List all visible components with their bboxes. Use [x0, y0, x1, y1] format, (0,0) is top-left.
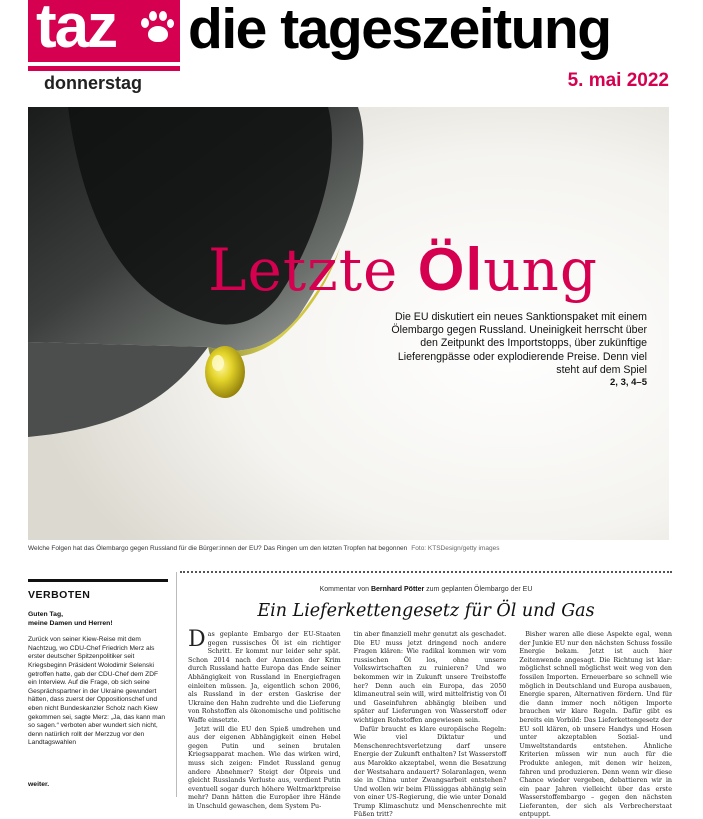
- page-reference[interactable]: 2, 3, 4–5: [610, 377, 647, 388]
- column-top-rule: [28, 579, 168, 582]
- column-title[interactable]: VERBOTEN: [28, 589, 91, 601]
- author-name: Bernhard Pötter: [370, 586, 425, 593]
- column-body: Zurück von seiner Kiew-Reise mit dem Nachtzug, wo CDU-Chef Friedrich Merz als erster deutscher Spitzenpolitiker seit Kriegsbeginn Präsident Wolodimir Selenski getroffen hatte, gab der CDU-Chef dem ZDF ein Interview. Auf die Frage, ob sich seine Gesprächspartner in der Ukraine gewundert hätten, dass zuerst der Oppositionschef und eben nicht Bundeskanzler Scholz nach Kiew gekommen sei, sagte Merz: „Ja, das kann man so sagen.“ verboten aber wundert sich nicht, denn natürlich rollt der Merzzug vor den Landtagswahlen: [28, 636, 166, 747]
- column-divider: [176, 572, 177, 797]
- article-column-2: tin aber finanziell mehr genutzt als geschadet. Die EU muss jetzt dringend noch andere Fragen klären: Wie radikal kommen wir vom russischen Öl los, ohne unsere Volkswirtschaften zu ruinieren? Und wo bekommen wir in Zukunft unsere Treibstoffe her? Denn auch ein Europa, das 2050 klimaneutral sein will, wird mittelfristig von Öl und Gaseinfuhren abhängig bleiben und später auf Lieferungen von Wasserstoff oder wichtigen Rohstoffen angewiesen sein. Dafür braucht es klare europäische Regeln: Wie viel Diktatur und Menschenrechtsverletzung darf unsere Energie der Zukunft enthalten? Ist Wasserstoff aus Marokko akzeptabel, wenn die Besatzung der Westsahara andauert? Solaranlagen, wenn sie in China unter Zwangsarbeit entstehen? Und wollen wir beim Flüssiggas abhängig sein von einer US-Regierung, die wie unter Donald Trump Klimaschutz und Menschenrechte mit Füßen tritt?: [353, 630, 507, 819]
- column-signoff: weiter.: [28, 781, 50, 788]
- article-column-1: Das geplante Embargo der EU-Staaten gegen russisches Öl ist ein richtiger Schritt. Er kommt nur leider sehr spät. Schon 2014 nach der Annexion der Krim durch Russland hatte Europa das Ende seiner Abhängigkeit von Russland in Energiefragen einleiten müssen. Ja, eigentlich schon 2006, als Russland in der ersten Gaskrise der Ukraine den Hahn zudrehte und die Lieferung von Rohstoffen als ökonomische und politische Waffe einsetzte. Jetzt will die EU den Spieß umdrehen und aus der eigenen Abhängigkeit einen Hebel gegen Putin und seinen brutalen Kriegsapparat machen. Wie das wirken wird, muss sich zeigen: Findet Russland genug andere Abnehmer? Steigt der Ölpreis und gleicht Russlands Verluste aus, verdient Putin eventuell sogar durch höhere Weltmarktpreise mehr? Dann hätten die Europäer ihre Hände in Unschuld gewaschen, dem System Pu-: [188, 627, 341, 810]
- verboten-column: [28, 579, 168, 748]
- paw-icon: [140, 10, 174, 46]
- article-column-3: Bisher waren alle diese Aspekte egal, wenn der Junkie EU nur den nächsten Schuss fossile Energie bekam. Jetzt ist auch hier Zeitenwende angesagt. Die Richtung ist klar: möglichst schnell möglichst weit weg von den fossilen Importen. Erneuerbare so schnell wie möglich in Deutschland und Europa ausbauen, Energie sparen, Alternativen fördern. Und für die dann immer noch nötigen Importe brauchen wir klare Regeln. Dafür gibt es bereits ein Vorbild: Das Lieferkettengesetz der EU soll klären, ob unsere Handys und Hosen unter akzeptablen Sozial- und Umweltstandards entstehen. Ähnliche Kriterien müssen wir nun auch für die Produkte anlegen, mit denen wir heizen, fahren und produzieren. Denn wenn wir diese Chance wieder vergeben, debattieren wir in ein paar Jahren vielleicht über das erste Wasserstoffembargo – gegen den nächsten Lieferanten, der sich als Verbrecherstaat entpuppt.: [519, 630, 673, 819]
- section-divider: [180, 571, 672, 573]
- commentary-kicker: Kommentar von Bernhard Pötter zum geplanten Ölembargo der EU: [319, 586, 533, 593]
- logo-text: taz: [36, 0, 117, 61]
- masthead-red-rule: [28, 66, 180, 71]
- photo-caption: Welche Folgen hat das Ölembargo gegen Russland für die Bürger:innen der EU? Das Ringen um den letzten Tropfen hat begonnen Foto: KTSDesign/getty images: [28, 545, 500, 552]
- headline-deck: Die EU diskutiert ein neues Sanktionspaket mit einem Ölembargo gegen Russland. Uneinigkeit herrscht über den Zeitpunkt des Importstopps, über zukünftige Lieferengpässe oder explodierende Preise. Denn viel steht auf dem Spiel: [391, 311, 647, 376]
- column-greeting: Guten Tag, meine Damen und Herren!: [28, 611, 113, 627]
- issue-weekday: donnerstag: [44, 73, 143, 93]
- commentary-body: [188, 627, 673, 819]
- taz-logo[interactable]: [28, 0, 180, 62]
- drop-cap: D: [188, 627, 206, 652]
- photo-credit: Foto: KTSDesign/getty images: [411, 545, 500, 552]
- newspaper-name: die tageszeitung: [188, 0, 611, 61]
- commentary-title[interactable]: Ein Lieferkettengesetz für Öl und Gas: [257, 601, 595, 621]
- issue-date: 5. mai 2022: [567, 70, 669, 91]
- hero-photo: [28, 107, 669, 540]
- main-headline[interactable]: Letzte Ölung: [208, 236, 598, 304]
